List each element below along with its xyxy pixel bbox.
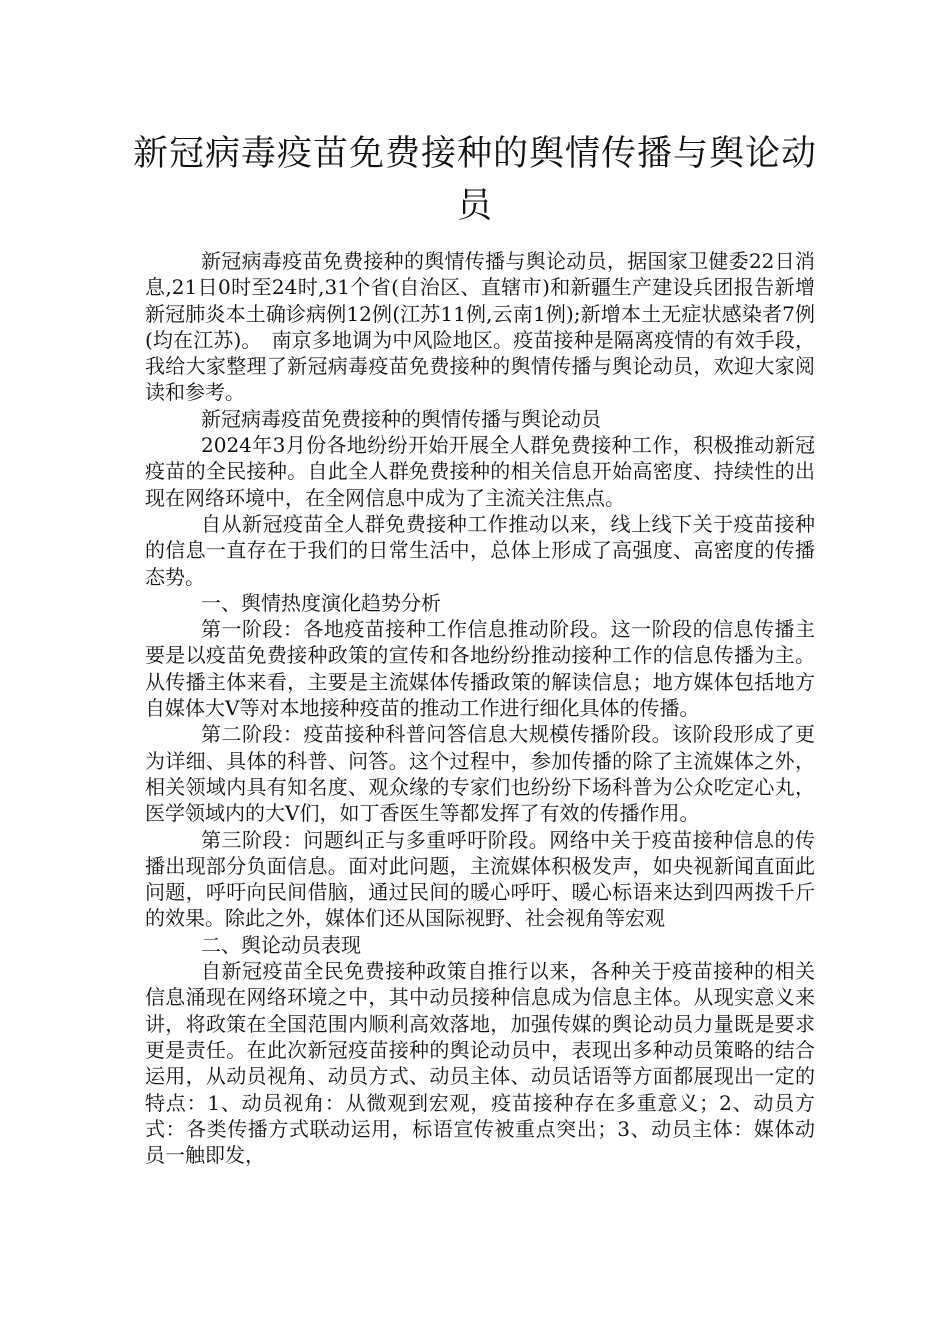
paragraph-subtitle: 新冠病毒疫苗免费接种的舆情传播与舆论动员 xyxy=(201,406,601,431)
paragraph-overview: 自从新冠疫苗全人群免费接种工作推动以来，线上线下关于疫苗接种的信息一直存在于我们的日常生活中，总体上形成了高强度、高密度的传播态势。 xyxy=(145,511,815,589)
paragraph-mobilization: 自新冠疫苗全民免费接种政策自推行以来，各种关于疫苗接种的相关信息涌现在网络环境之中，其中动员接种信息成为信息主体。从现实意义来讲，将政策在全国范围内顺利高效落地，加强传媒的舆论动员力量既是要求更是责任。在此次新冠疫苗接种的舆论动员中，表现出多种动员策略的结合运用，从动员视角、动员方式、动员主体、动员话语等方面都展现出一定的特点：1、动员视角：从微观到宏观，疫苗接种存在多重意义；2、动员方式：各类传播方式联动运用，标语宣传被重点突出；3、动员主体：媒体动员一触即发， xyxy=(145,959,815,1168)
section-heading-trend: 一、舆情热度演化趋势分析 xyxy=(201,590,441,615)
paragraph-intro: 新冠病毒疫苗免费接种的舆情传播与舆论动员，据国家卫健委22日消息,21日0时至24时,31个省(自治区、直辖市)和新疆生产建设兵团报告新增新冠肺炎本土确诊病例12例(江苏11例,云南1例);新增本土无症状感染者7例(均在江苏)。 南京多地调为中风险地区。疫苗接种是隔离疫情的有效手段，我给大家整理了新冠病毒疫苗免费接种的舆情传播与舆论动员，欢迎大家阅读和参考。 xyxy=(145,249,815,405)
paragraph-stage-three: 第三阶段：问题纠正与多重呼吁阶段。网络中关于疫苗接种信息的传播出现部分负面信息。面对此问题，主流媒体积极发声，如央视新闻直面此问题，呼吁向民间借脑，通过民间的暖心呼吁、暖心标语来达到四两拨千斤的效果。除此之外，媒体们还从国际视野、社会视角等宏观 xyxy=(145,827,815,931)
document-body xyxy=(145,248,815,1168)
paragraph-stage-one: 第一阶段：各地疫苗接种工作信息推动阶段。这一阶段的信息传播主要是以疫苗免费接种政策的宣传和各地纷纷推动接种工作的信息传播为主。从传播主体来看，主要是主流媒体传播政策的解读信息；地方媒体包括地方自媒体大V等对本地接种疫苗的推动工作进行细化具体的传播。 xyxy=(145,617,815,721)
section-heading-mobilization: 二、舆论动员表现 xyxy=(201,932,361,957)
document-title: 新冠病毒疫苗免费接种的舆情传播与舆论动员 xyxy=(132,134,817,226)
paragraph-background: 2024年3月份各地纷纷开始开展全人群免费接种工作，积极推动新冠疫苗的全民接种。自此全人群免费接种的相关信息开始高密度、持续性的出现在网络环境中，在全网信息中成为了主流关注焦点。 xyxy=(145,433,815,510)
paragraph-stage-two: 第二阶段：疫苗接种科普问答信息大规模传播阶段。该阶段形成了更为详细、具体的科普、问答。这个过程中，参加传播的除了主流媒体之外，相关领域内具有知名度、观众缘的专家们也纷纷下场科普为公众吃定心丸，医学领域内的大V们，如丁香医生等都发挥了有效的传播作用。 xyxy=(145,722,815,826)
